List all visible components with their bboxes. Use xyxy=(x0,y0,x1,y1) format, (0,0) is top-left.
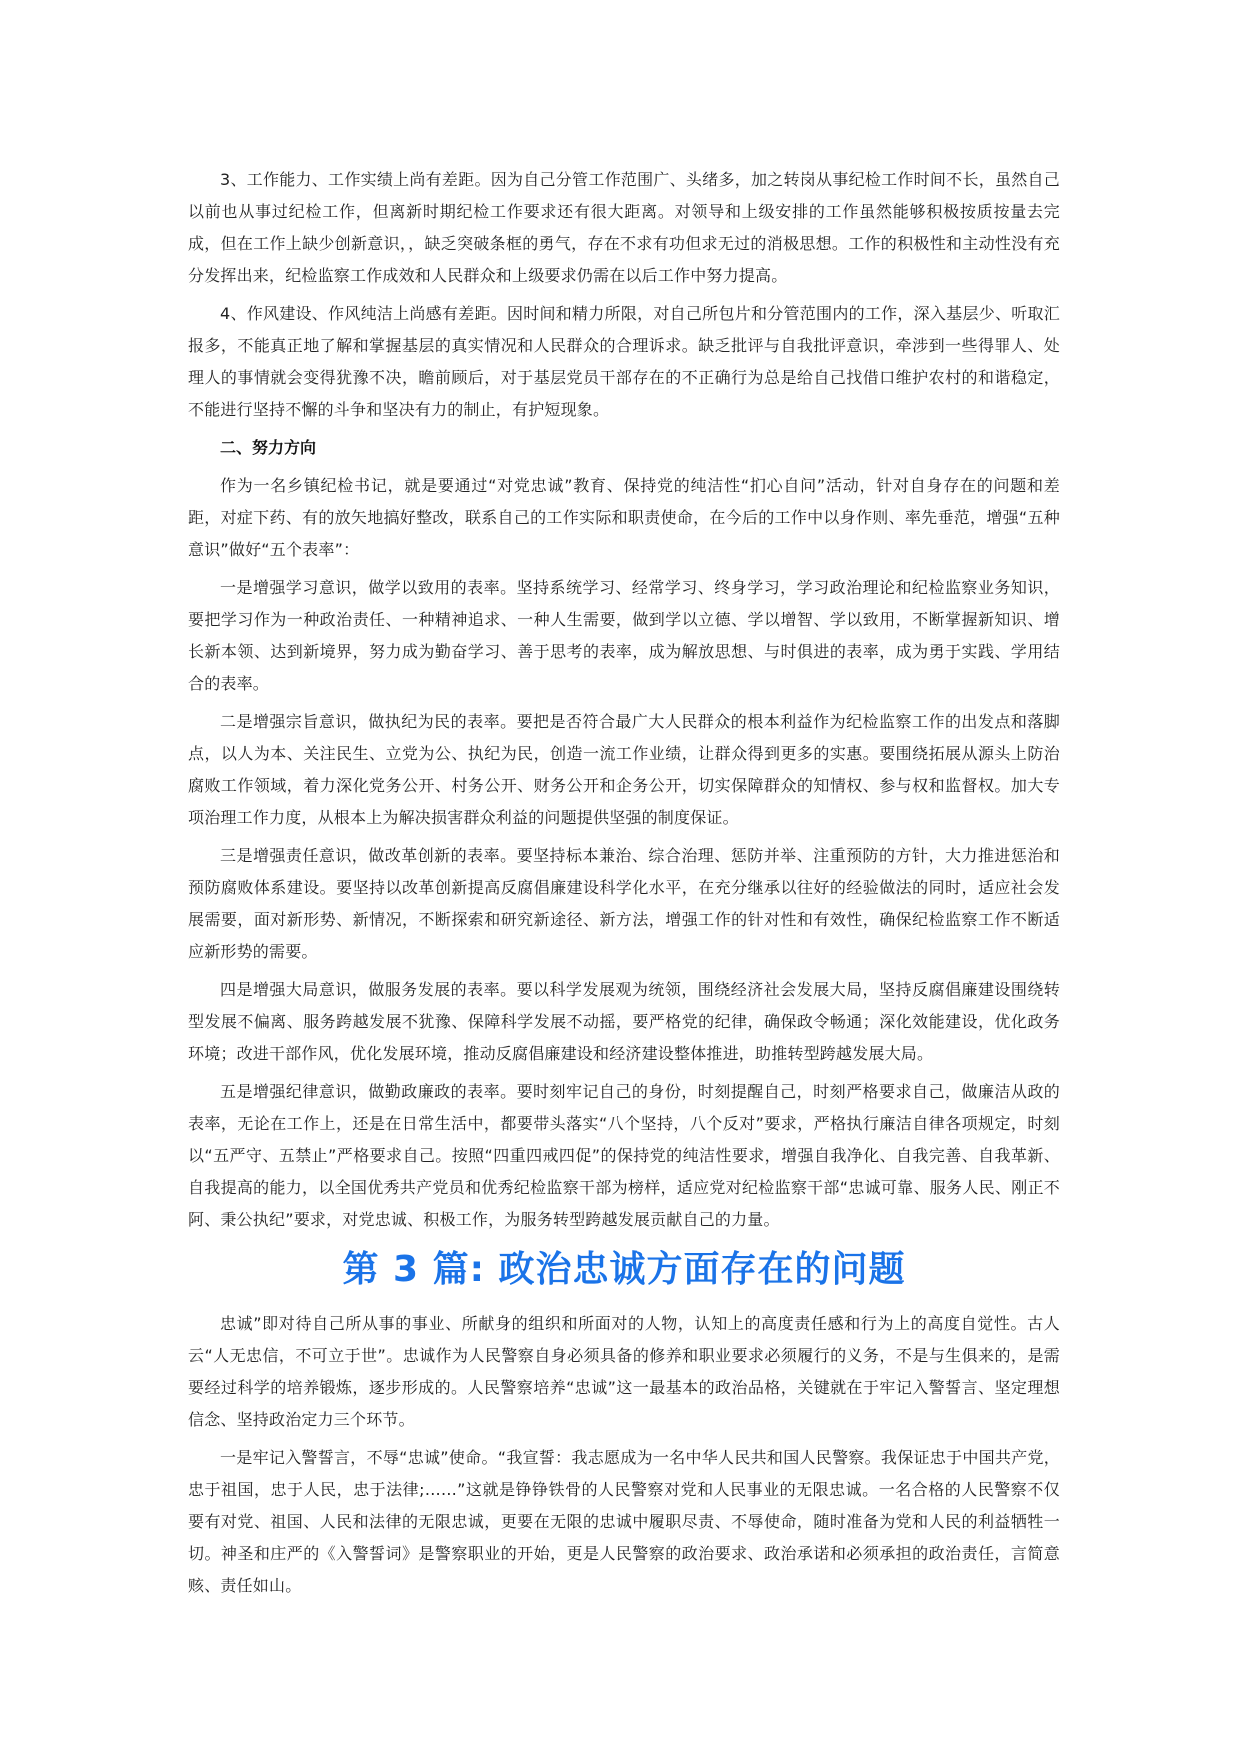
paragraph-overall-situation: 四是增强大局意识，做服务发展的表率。要以科学发展观为统领，围绕经济社会发展大局，坚持反腐倡廉建设围绕转型发展不偏离、服务跨越发展不犹豫、保障科学发展不动摇，要严格党的纪律，确保政令畅通；深化效能建设，优化政务环境；改进干部作风，优化发展环境，推动反腐倡廉建设和经济建设整体推进，助推转型跨越发展大局。 xyxy=(188,980,1060,1063)
paragraph-discipline: 五是增强纪律意识，做勤政廉政的表率。要时刻牢记自己的身份，时刻提醒自己，时刻严格要求自己，做廉洁从政的表率，无论在工作上，还是在日常生活中，都要带头落实“八个坚持，八个反对”要求，严格执行廉洁自律各项规定，时刻以“五严守、五禁止”严格要求自己。按照“四重四戒四促”的保持党的纯洁性要求，增强自我净化、自我完善、自我革新、自我提高的能力，以全国优秀共产党员和优秀纪检监察干部为榜样，适应党对纪检监察干部“忠诚可靠、服务人民、刚正不阿、秉公执纪”要求，对党忠诚、积极工作，为服务转型跨越发展贡献自己的力量。 xyxy=(188,1082,1060,1229)
paragraph-learning: 一是增强学习意识，做学以致用的表率。坚持系统学习、经常学习、终身学习，学习政治理论和纪检监察业务知识，要把学习作为一种政治责任、一种精神追求、一种人生需要，做到学以立德、学以增智、学以致用，不断掌握新知识、增长新本领、达到新境界，努力成为勤奋学习、善于思考的表率，成为解放思想、与时俱进的表率，成为勇于实践、学用结合的表率。 xyxy=(188,578,1060,693)
paragraph-responsibility: 三是增强责任意识，做改革创新的表率。要坚持标本兼治、综合治理、惩防并举、注重预防的方针，大力推进惩治和预防腐败体系建设。要坚持以改革创新提高反腐倡廉建设科学化水平，在充分继承以往好的经验做法的同时，适应社会发展需要，面对新形势、新情况，不断探索和研究新途径、新方法，增强工作的针对性和有效性，确保纪检监察工作不断适应新形势的需要。 xyxy=(188,846,1060,961)
document-page xyxy=(188,164,1060,1608)
paragraph-intro: 作为一名乡镇纪检书记，就是要通过“对党忠诚”教育、保持党的纯洁性“扪心自问”活动，针对自身存在的问题和差距，对症下药、有的放矢地搞好整改，联系自己的工作实际和职责使命，在今后的工作中以身作则、率先垂范，增强“五种意识”做好“五个表率”： xyxy=(188,476,1060,559)
paragraph-work-ability-gap: 3、工作能力、工作实绩上尚有差距。因为自己分管工作范围广、头绪多，加之转岗从事纪检工作时间不长，虽然自己以前也从事过纪检工作，但离新时期纪检工作要求还有很大距离。对领导和上级安排的工作虽然能够积极按质按量去完成，但在工作上缺少创新意识，，缺乏突破条框的勇气，存在不求有功但求无过的消极思想。工作的积极性和主动性没有充分发挥出来，纪检监察工作成效和人民群众和上级要求仍需在以后工作中努力提高。 xyxy=(188,170,1060,285)
section-heading: 二、努力方向 xyxy=(220,438,317,457)
paragraph-police-oath: 一是牢记入警誓言，不辱“忠诚”使命。“我宣誓：我志愿成为一名中华人民共和国人民警察。我保证忠于中国共产党，忠于祖国，忠于人民，忠于法律;……”这就是铮铮铁骨的人民警察对党和人民事业的无限忠诚。一名合格的人民警察不仅要有对党、祖国、人民和法律的无限忠诚，更要在无限的忠诚中履职尽责、不辱使命，随时准备为党和人民的利益牺牲一切。神圣和庄严的《入警誓词》是警察职业的开始，更是人民警察的政治要求、政治承诺和必须承担的政治责任，言简意赅、责任如山。 xyxy=(188,1448,1060,1595)
paragraph-loyalty-definition: 忠诚”即对待自己所从事的事业、所献身的组织和所面对的人物，认知上的高度责任感和行为上的高度自觉性。古人云“人无忠信，不可立于世”。忠诚作为人民警察自身必须具备的修养和职业要求必须履行的义务，不是与生俱来的，是需要经过科学的培养锻炼，逐步形成的。人民警察培养“忠诚”这一最基本的政治品格，关键就在于牢记入警誓言、坚定理想信念、坚持政治定力三个环节。 xyxy=(188,1314,1060,1429)
paragraph-work-style-gap: 4、作风建设、作风纯洁上尚感有差距。因时间和精力所限，对自己所包片和分管范围内的工作，深入基层少、听取汇报多，不能真正地了解和掌握基层的真实情况和人民群众的合理诉求。缺乏批评与自我批评意识，牵涉到一些得罪人、处理人的事情就会变得犹豫不决，瞻前顾后，对于基层党员干部存在的不正确行为总是给自己找借口维护农村的和谐稳定，不能进行坚持不懈的斗争和坚决有力的制止，有护短现象。 xyxy=(188,304,1060,419)
paragraph-purpose: 二是增强宗旨意识，做执纪为民的表率。要把是否符合最广大人民群众的根本利益作为纪检监察工作的出发点和落脚点，以人为本、关注民生、立党为公、执纪为民，创造一流工作业绩，让群众得到更多的实惠。要围绕拓展从源头上防治腐败工作领域，着力深化党务公开、村务公开、财务公开和企务公开，切实保障群众的知情权、参与权和监督权。加大专项治理工作力度，从根本上为解决损害群众利益的问题提供坚强的制度保证。 xyxy=(188,712,1060,827)
part-title: 第 3 篇: 政治忠诚方面存在的问题 xyxy=(342,1249,906,1290)
